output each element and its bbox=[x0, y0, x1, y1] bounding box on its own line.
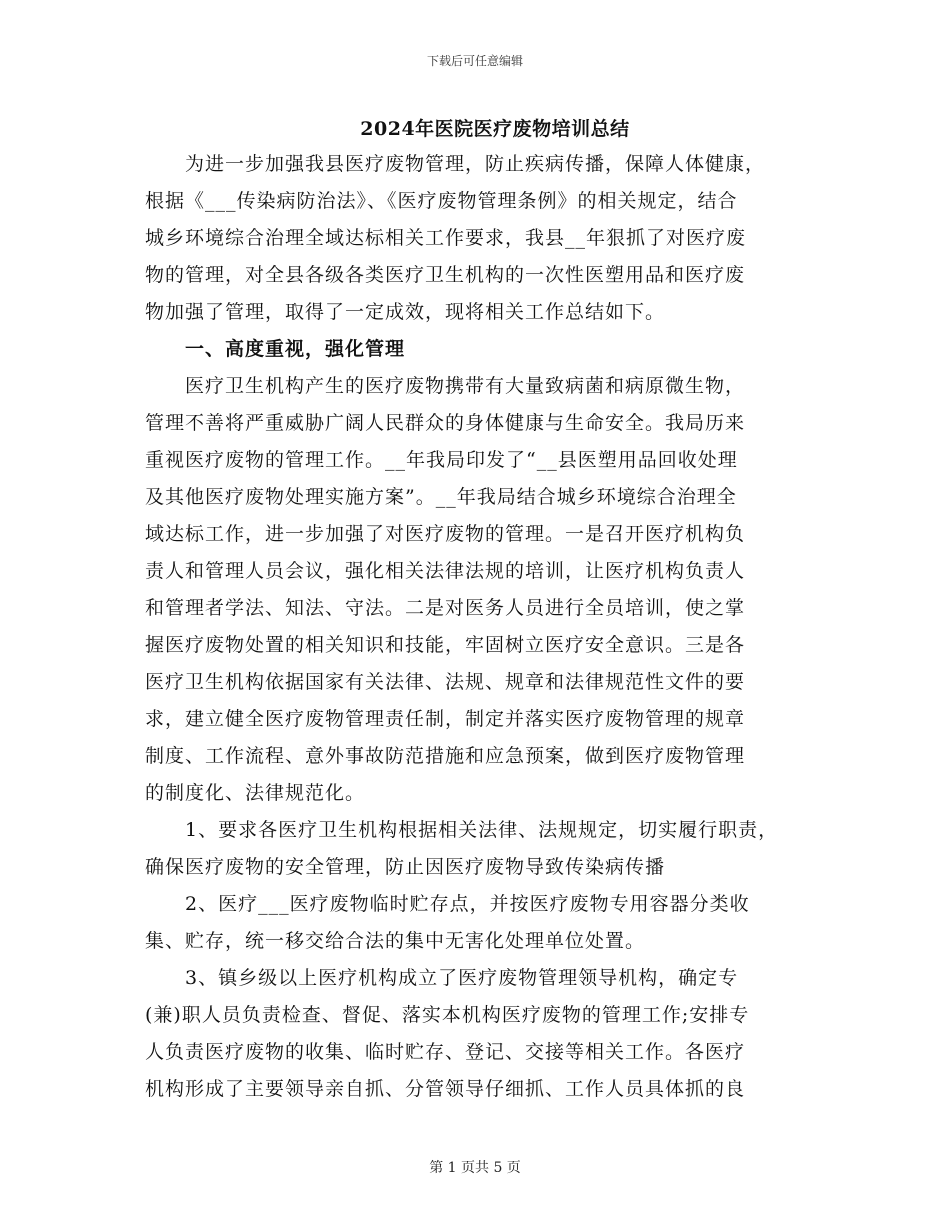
paragraph-line: 重视医疗废物的管理工作。__年我局印发了“__县医塑用品回收处理 bbox=[145, 449, 738, 471]
paragraph-line: 城乡环境综合治理全域达标相关工作要求，我县__年狠抓了对医疗废 bbox=[145, 227, 747, 249]
paragraph-line: 握医疗废物处置的相关知识和技能，牢固树立医疗安全意识。三是各 bbox=[145, 634, 746, 656]
paragraph-line: 根据《___传染病防治法》、《医疗废物管理条例》的相关规定，结合 bbox=[145, 190, 738, 212]
section-heading: 一、高度重视，强化管理 bbox=[185, 338, 406, 360]
paragraph-line: 物加强了管理，取得了一定成效，现将相关工作总结如下。 bbox=[145, 301, 666, 323]
paragraph-line: 为进一步加强我县医疗废物管理，防止疾病传播，保障人体健康， bbox=[185, 153, 766, 175]
paragraph-line: 医疗卫生机构依据国家有关法律、法规、规章和法律规范性文件的要 bbox=[145, 671, 746, 693]
list-item-line: 确保医疗废物的安全管理，防止因医疗废物导致传染病传播 bbox=[145, 856, 666, 878]
paragraph-line: 及其他医疗废物处理实施方案”。__年我局结合城乡环境综合治理全 bbox=[145, 486, 737, 508]
list-item-line: (兼)职人员负责检查、督促、落实本机构医疗废物的管理工作;安排专 bbox=[145, 1004, 750, 1026]
paragraph-line: 和管理者学法、知法、守法。二是对医务人员进行全员培训，使之掌 bbox=[145, 597, 746, 619]
paragraph-line: 域达标工作，进一步加强了对医疗废物的管理。一是召开医疗机构负 bbox=[145, 523, 746, 545]
paragraph-line: 的制度化、法律规范化。 bbox=[145, 782, 366, 804]
list-item-line: 机构形成了主要领导亲自抓、分管领导仔细抓、工作人员具体抓的良 bbox=[145, 1078, 746, 1100]
paragraph-line: 责人和管理人员会议，强化相关法律法规的培训，让医疗机构负责人 bbox=[145, 560, 746, 582]
page-header: 下载后可任意编辑 bbox=[426, 54, 523, 68]
paragraph-line: 制度、工作流程、意外事故防范措施和应急预案，做到医疗废物管理 bbox=[145, 745, 746, 767]
list-item-line: 人负责医疗废物的收集、临时贮存、登记、交接等相关工作。各医疗 bbox=[145, 1041, 746, 1063]
paragraph-line: 医疗卫生机构产生的医疗废物携带有大量致病菌和病原微生物， bbox=[185, 375, 746, 397]
list-item-line: 3、镇乡级以上医疗机构成立了医疗废物管理领导机构，确定专 bbox=[185, 967, 739, 989]
list-item-line: 2、医疗___医疗废物临时贮存点，并按医疗废物专用容器分类收 bbox=[185, 893, 750, 915]
paragraph-line: 物的管理，对全县各级各类医疗卫生机构的一次性医塑用品和医疗废 bbox=[145, 264, 746, 286]
page-footer: 第 1 页共 5 页 bbox=[429, 1160, 521, 1176]
list-item-line: 集、贮存，统一移交给合法的集中无害化处理单位处置。 bbox=[145, 930, 646, 952]
list-item-line: 1、要求各医疗卫生机构根据相关法律、法规规定，切实履行职责， bbox=[185, 819, 779, 841]
document-title: 2024年医院医疗废物培训总结 bbox=[360, 118, 630, 140]
document-body bbox=[145, 146, 805, 1108]
paragraph-line: 管理不善将严重威胁广阔人民群众的身体健康与生命安全。我局历来 bbox=[145, 412, 746, 434]
paragraph-line: 求，建立健全医疗废物管理责任制，制定并落实医疗废物管理的规章 bbox=[145, 708, 746, 730]
